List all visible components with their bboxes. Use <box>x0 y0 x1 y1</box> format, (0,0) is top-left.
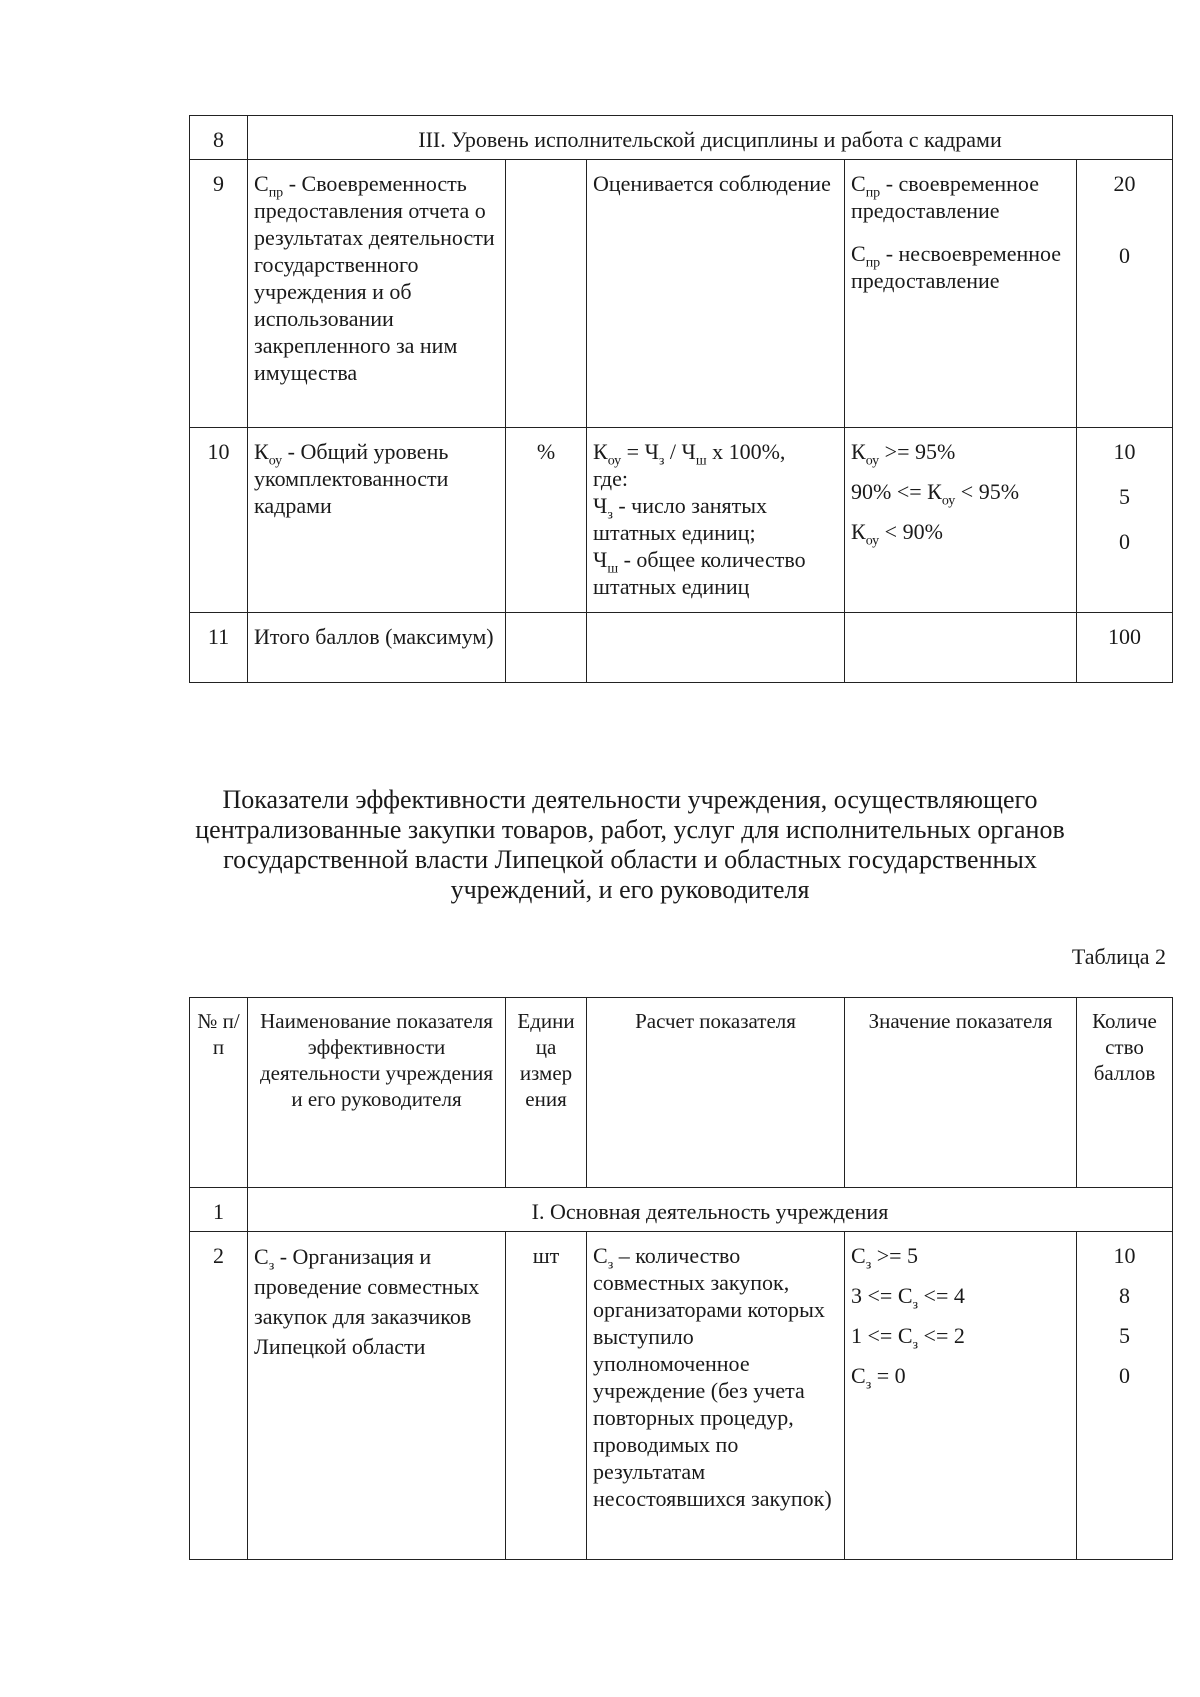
row-number: 11 <box>190 613 248 683</box>
header-value: Значение показателя <box>845 998 1077 1188</box>
row-number: 8 <box>190 116 248 160</box>
unit-cell <box>506 613 587 683</box>
unit-cell: % <box>506 428 587 613</box>
table-row <box>190 116 1173 160</box>
header-calculation: Расчет показателя <box>587 998 845 1188</box>
indicators-table-continuation <box>189 115 1173 683</box>
points-cell: 20 0 <box>1077 160 1173 428</box>
heading-line: Показатели эффективности деятельности учреждения, осуществляющего <box>222 785 1038 814</box>
section-heading <box>150 785 1110 905</box>
value-cell: $С_з >= 5$ $3 <= С_з <= 4$ $1 <= С_з <= 2$ $С_з = 0$ <box>845 1232 1077 1560</box>
section-title: III. Уровень исполнительской дисциплины и работа с кадрами <box>248 116 1173 160</box>
table-row <box>190 160 1173 428</box>
indicators-table-2 <box>189 997 1173 1560</box>
header-number: № п/п <box>190 998 248 1188</box>
indicator-name: $С_{пр}$ - Своевременность предоставления отчета о результатах деятельности государственного учреждения и об использовании закрепленного за ним имущества <box>248 160 506 428</box>
indicator-name: $К_{оу}$ - Общий уровень укомплектованности кадрами <box>248 428 506 613</box>
points-cell: 10 5 0 <box>1077 428 1173 613</box>
value-cell: $С_{пр}$ - своевременное предоставление $С_{пр}$ - несвоевременное предоставление <box>845 160 1077 428</box>
row-number: 9 <box>190 160 248 428</box>
header-name: Наименование показателя эффективности деятельности учреждения и его руководителя <box>248 998 506 1188</box>
row-number: 2 <box>190 1232 248 1560</box>
value-cell: $К_{оу} >= 95\%$ $90\% <= К_{оу} < 95\%$ $К_{оу} < 90\%$ <box>845 428 1077 613</box>
table-row <box>190 1232 1173 1560</box>
calculation-cell <box>587 613 845 683</box>
points-cell: 10 8 5 0 <box>1077 1232 1173 1560</box>
table-header-row <box>190 998 1173 1188</box>
heading-line: учреждений, и его руководителя <box>450 875 810 904</box>
indicator-name: Итого баллов (максимум) <box>248 613 506 683</box>
heading-line: централизованные закупки товаров, работ, услуг для исполнительных органов <box>195 815 1065 844</box>
unit-cell: шт <box>506 1232 587 1560</box>
table-row <box>190 1188 1173 1232</box>
indicator-name: $С_з$ - Организация и проведение совместных закупок для заказчиков Липецкой области <box>248 1232 506 1560</box>
table-row <box>190 613 1173 683</box>
calculation-cell: $К_{оу} = Ч_з / Ч_ш$ х 100%, где: $Ч_з$ - число занятых штатных единиц; $Ч_ш$ - общее количество штатных единиц <box>587 428 845 613</box>
calculation-cell: Оценивается соблюдение <box>587 160 845 428</box>
unit-cell <box>506 160 587 428</box>
value-cell <box>845 613 1077 683</box>
section-title: I. Основная деятельность учреждения <box>248 1188 1173 1232</box>
row-number: 1 <box>190 1188 248 1232</box>
header-points: Количе ство баллов <box>1077 998 1173 1188</box>
row-number: 10 <box>190 428 248 613</box>
calculation-cell: $С_з$ – количество совместных закупок, организаторами которых выступило уполномоченное учреждение (без учета повторных процедур, проводимых по результатам несостоявшихся закупок) <box>587 1232 845 1560</box>
table-row <box>190 428 1173 613</box>
points-cell: 100 <box>1077 613 1173 683</box>
header-unit: Едини ца измер ения <box>506 998 587 1188</box>
table-number-label: Таблица 2 <box>1071 944 1166 969</box>
heading-line: государственной власти Липецкой области и областных государственных <box>223 845 1037 874</box>
